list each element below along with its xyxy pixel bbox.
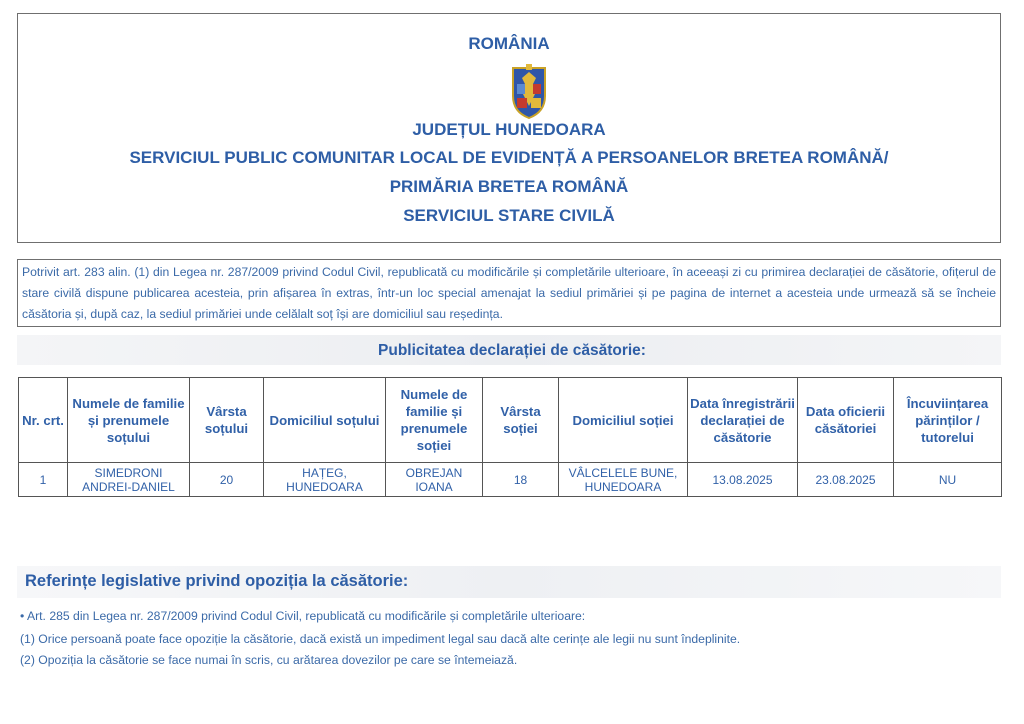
county-title: JUDEȚUL HUNEDOARA: [412, 120, 606, 139]
reference-line-1: • Art. 285 din Legea nr. 287/2009 privind Codul Civil, republicată cu modificările și completările ulterioare:: [20, 609, 586, 623]
service-title-line3: SERVICIUL STARE CIVILĂ: [403, 206, 615, 225]
cell-wife-age: 18: [483, 463, 559, 497]
service-title-line2: PRIMĂRIA BRETEA ROMÂNĂ: [389, 177, 629, 196]
header-wife-address: Domiciliul soției: [559, 378, 688, 463]
references-title: Referințe legislative privind opoziția la căsătorie:: [25, 572, 409, 590]
header-husband-age: Vârsta soțului: [190, 378, 264, 463]
reference-line-3: (2) Opoziția la căsătorie se face numai în scris, cu arătarea dovezilor pe care se întemeiază.: [20, 653, 518, 667]
header-wife-name: Numele de familie și prenumele soției: [386, 378, 483, 463]
cell-husband-name: SIMEDRONI ANDREI-DANIEL: [68, 463, 190, 497]
header-registration-date: Data înregistrării declarației de căsătorie: [688, 378, 798, 463]
country-title: ROMÂNIA: [468, 34, 550, 53]
marriage-declaration-table: [18, 377, 1002, 497]
service-title-line1: SERVICIUL PUBLIC COMUNITAR LOCAL DE EVIDENȚĂ A PERSOANELOR BRETEA ROMÂNĂ/: [129, 148, 889, 167]
romania-coat-of-arms-icon: [509, 62, 549, 120]
cell-parental-consent: NU: [894, 463, 1002, 497]
header-marriage-date: Data oficierii căsătoriei: [798, 378, 894, 463]
cell-wife-address: VÂLCELELE BUNE, HUNEDOARA: [559, 463, 688, 497]
header-wife-age: Vârsta soției: [483, 378, 559, 463]
header-parental-consent: Încuviințarea părinților / tutorelui: [894, 378, 1002, 463]
cell-registration-date: 13.08.2025: [688, 463, 798, 497]
cell-nr: 1: [19, 463, 68, 497]
legal-notice: Potrivit art. 283 alin. (1) din Legea nr. 287/2009 privind Codul Civil, republicată cu modificările și completările ulterioare, în aceeași zi cu primirea declarației de căsătorie, ofițerul de stare civilă dispune publicarea acesteia, prin afișarea în extras, într-un loc special amenajat la sediul primăriei și pe pagina de internet a acesteia unde urmează să se încheie căsătoria și, după caz, la sediul primăriei unde celălalt soț își are domiciliul sau reședința.: [17, 259, 1001, 327]
cell-marriage-date: 23.08.2025: [798, 463, 894, 497]
cell-husband-address: HAȚEG, HUNEDOARA: [264, 463, 386, 497]
header-box: [17, 13, 1001, 243]
header-husband-name: Numele de familie și prenumele soțului: [68, 378, 190, 463]
header-husband-address: Domiciliul soțului: [264, 378, 386, 463]
reference-line-2: (1) Orice persoană poate face opoziție la căsătorie, dacă există un impediment legal sau dacă alte cerințe ale legii nu sunt îndeplinite.: [20, 632, 741, 646]
cell-wife-name: OBREJAN IOANA: [386, 463, 483, 497]
table-header-row: [19, 378, 1002, 463]
header-nr: Nr. crt.: [19, 378, 68, 463]
table-row: [19, 463, 1002, 497]
section-title: Publicitatea declarației de căsătorie:: [378, 342, 646, 359]
cell-husband-age: 20: [190, 463, 264, 497]
